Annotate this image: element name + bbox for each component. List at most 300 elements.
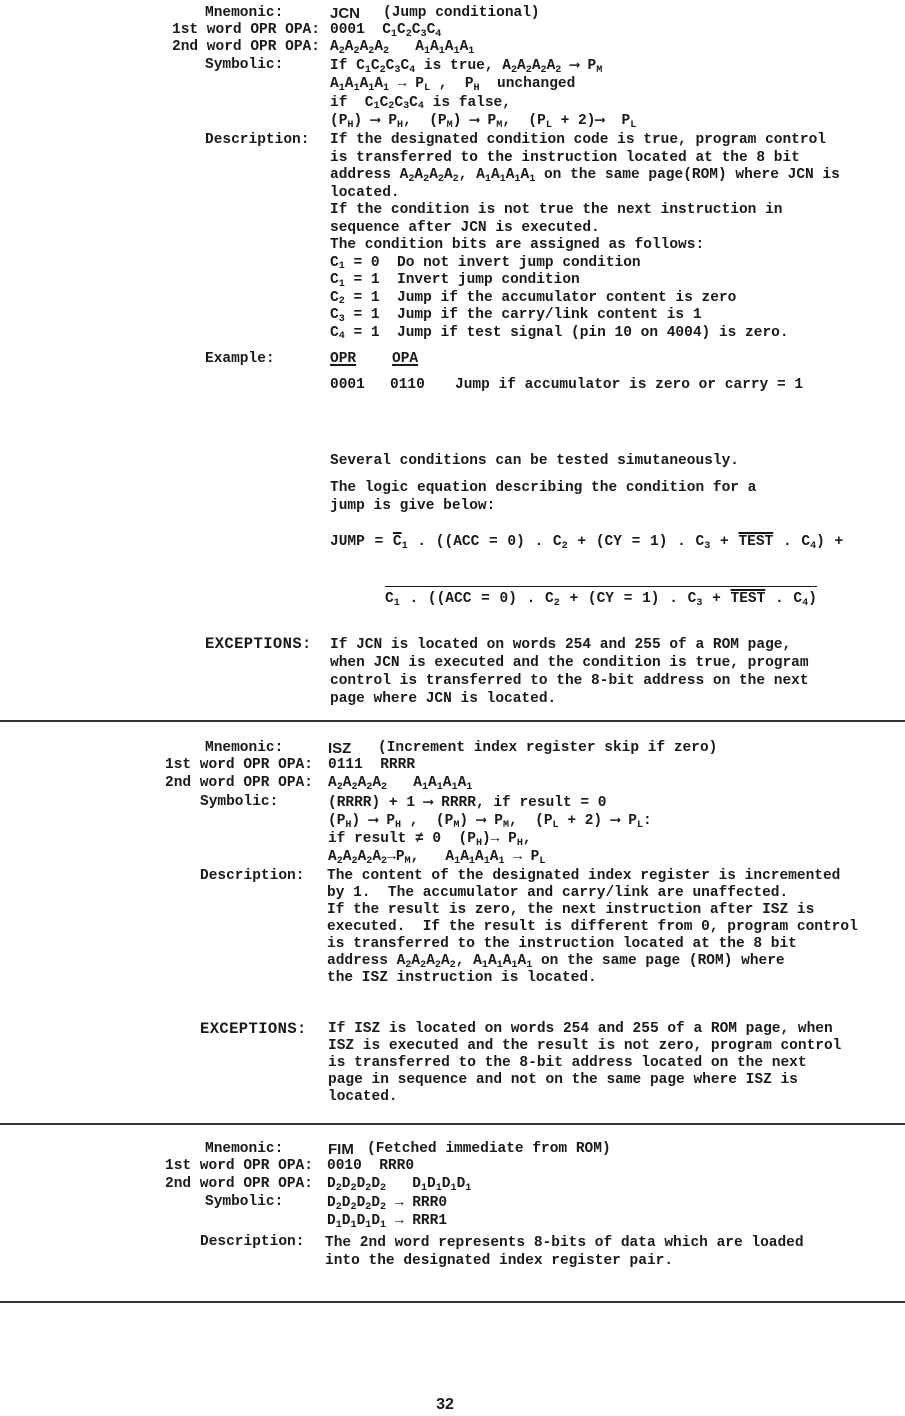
page-number: 32 [436, 1396, 454, 1413]
text-run: , (P [509, 813, 553, 829]
symbolic-lines [328, 794, 652, 866]
subscript: 1 [373, 101, 380, 113]
text-line: The 2nd word represents 8-bits of data which are loaded [325, 1235, 804, 1251]
text-line: located. [330, 184, 400, 201]
subscript: 2 [335, 1201, 342, 1213]
text-run: A [357, 849, 367, 865]
subscript: 1 [468, 855, 475, 867]
text-run: = 1 Jump if the accumulator content is zero [344, 289, 737, 306]
text-run: A [359, 76, 369, 93]
description-label: Description: [205, 132, 310, 148]
subscript: 1 [350, 1219, 357, 1231]
subscript: 2 [388, 101, 395, 113]
subscript: L [539, 855, 546, 867]
subscript: 1 [436, 781, 443, 793]
text-run: A [389, 39, 424, 55]
text-run: . C [765, 591, 803, 607]
text-run: ⟶ P [561, 58, 597, 74]
text-run: A [374, 39, 384, 55]
text-line: by 1. The accumulator and carry/link are unaffected. [327, 885, 789, 901]
text-run: D [386, 1176, 421, 1192]
subscript: 2 [351, 855, 358, 867]
subscript: 1 [393, 597, 400, 609]
text-line: executed. If the result is different from 0, program control [327, 919, 858, 935]
section-divider [0, 720, 905, 722]
subscript: 1 [450, 1182, 457, 1194]
text-run: → P [504, 849, 540, 865]
text-run: on the same page(ROM) where JCN is [535, 167, 840, 183]
text-run: D [356, 1195, 366, 1211]
subscript: 1 [514, 173, 521, 185]
subscript: H [345, 819, 352, 831]
text-line: ISZ is executed and the result is not zero, program control [328, 1038, 842, 1054]
text-line [328, 830, 652, 848]
text-run: A [342, 849, 352, 865]
mnemonic-label: Mnemonic: [205, 1141, 284, 1157]
subscript: L [552, 819, 559, 831]
text-run: A [328, 775, 337, 791]
text-run: A [490, 167, 500, 183]
subscript: 2 [510, 64, 518, 76]
mnemonic-code: ISZ [328, 740, 352, 757]
text-run: → RRR1 [386, 1213, 448, 1229]
text-run: C [330, 324, 339, 341]
text-run: A [442, 775, 452, 791]
subscript: 1 [468, 45, 475, 57]
text-run: , (P [403, 112, 447, 129]
text-run: (RRRR) + 1 ⟶ RRRR, if result = 0 [328, 795, 607, 811]
overlined-term: TEST [738, 534, 774, 550]
subscript: 3 [394, 64, 401, 76]
example-opr-header: OPR [330, 351, 357, 367]
text-line [330, 290, 840, 308]
subscript: M [596, 64, 603, 76]
subscript: 2 [350, 1201, 357, 1213]
subscript: 2 [540, 64, 547, 76]
subscript: 1 [365, 1219, 372, 1231]
text-run: D [371, 1176, 381, 1192]
subscript: 3 [704, 540, 711, 552]
subscript: M [502, 819, 510, 831]
text-line: is transferred to the instruction located at the 8 bit [327, 936, 797, 952]
subscript: 1 [453, 45, 460, 57]
text-run: A [531, 58, 541, 74]
subscript: H [397, 119, 404, 131]
text-run: A [517, 58, 526, 74]
subscript: 4 [409, 64, 416, 76]
subscript: 1 [383, 83, 390, 95]
subscript: 1 [526, 959, 533, 971]
text-run: JUMP = [330, 534, 393, 550]
text-line: located. [328, 1089, 398, 1105]
text-line: page where JCN is located. [330, 691, 557, 707]
subscript: 2 [338, 45, 345, 57]
subscript: 1 [438, 45, 445, 57]
text-run: A [426, 953, 435, 969]
text-run: C [411, 22, 421, 38]
text-run: A [330, 39, 339, 55]
example-opa-value: 0110 [390, 377, 425, 393]
text-line: The logic equation describing the condition for a [330, 480, 757, 496]
text-line: is transferred to the instruction located at the 8 bit [330, 149, 800, 166]
text-run: C [330, 272, 339, 288]
second-word-value [327, 1176, 471, 1194]
negated-group [385, 586, 817, 607]
text-run: . ((ACC = 0) . C [407, 534, 562, 550]
second-word-value [328, 775, 472, 793]
mnemonic-name: (Jump conditional) [383, 5, 540, 21]
text-run: A [330, 76, 339, 93]
text-run: C [385, 591, 394, 607]
symbolic-lines [327, 1194, 447, 1230]
text-run: D [441, 1176, 451, 1192]
text-run: A [520, 167, 530, 183]
text-run: ) [808, 591, 817, 607]
text-line [327, 1194, 447, 1212]
text-line: sequence after JCN is executed. [330, 219, 600, 236]
overlined-term: TEST [730, 591, 766, 607]
subscript: 1 [499, 173, 506, 185]
text-run: D [341, 1195, 351, 1211]
subscript: 1 [481, 959, 488, 971]
text-run: C [330, 307, 339, 323]
text-run: →P [387, 849, 405, 865]
subscript: 2 [336, 855, 343, 867]
text-run: If C [330, 58, 365, 74]
subscript: 2 [383, 45, 390, 57]
subscript: 2 [365, 1201, 372, 1213]
example-label: Example: [205, 351, 275, 367]
subscript: 1 [423, 45, 431, 57]
description-label: Description: [200, 868, 305, 884]
text-line [327, 1212, 447, 1230]
text-run: address A [327, 953, 406, 969]
subscript: 1 [338, 278, 345, 290]
subscript: 1 [496, 959, 503, 971]
text-line: If the designated condition code is true, program control [330, 132, 826, 148]
text-run: = 1 Invert jump condition [344, 272, 580, 288]
subscript: 2 [553, 597, 560, 609]
section-divider [0, 1301, 905, 1303]
simultaneous-text: Several conditions can be tested simutaneously. [330, 453, 739, 469]
subscript: 2 [353, 45, 360, 57]
subscript: 1 [498, 855, 505, 867]
text-run: + 2)⟶ P [551, 112, 631, 129]
subscript: 2 [351, 781, 358, 793]
subscript: 1 [451, 781, 458, 793]
subscript: 1 [483, 855, 490, 867]
second-word-label: 2nd word OPR OPA: [165, 775, 313, 791]
subscript: 1 [364, 64, 371, 76]
text-run: C [385, 58, 395, 74]
subscript: 2 [405, 28, 412, 40]
subscript: 1 [420, 1182, 428, 1194]
mnemonic-name: (Increment index register skip if zero) [378, 740, 718, 756]
subscript: 3 [338, 313, 345, 325]
text-line [330, 94, 636, 112]
subscript: 2 [420, 959, 427, 971]
text-run: . ((ACC = 0) . C [399, 591, 554, 607]
example-opa-header: OPA [392, 351, 419, 367]
exceptions-label: EXCEPTIONS: [205, 635, 312, 653]
text-run: ) ⟶ P [452, 112, 497, 129]
text-run: 0010 RRR0 [327, 1158, 415, 1174]
subscript: 1 [465, 1182, 472, 1194]
text-run: + [710, 534, 739, 550]
text-line [327, 953, 858, 970]
text-run: D [341, 1176, 351, 1192]
exceptions-lines [328, 1021, 841, 1106]
text-run: A [487, 953, 497, 969]
text-run: D [341, 1213, 351, 1229]
text-run: , (P [502, 112, 546, 129]
subscript: H [516, 837, 523, 849]
text-run: : [643, 813, 652, 829]
subscript: 2 [335, 1182, 342, 1194]
second-word-label: 2nd word OPR OPA: [172, 39, 320, 55]
subscript: 2 [381, 781, 388, 793]
text-run: D [327, 1213, 336, 1229]
text-run: C [397, 22, 406, 38]
mnemonic-label: Mnemonic: [205, 740, 284, 756]
jump-equation-continuation [385, 591, 817, 609]
subscript: 2 [366, 781, 373, 793]
subscript: H [473, 83, 480, 95]
subscript: 2 [379, 64, 386, 76]
symbolic-label: Symbolic: [205, 57, 284, 73]
mnemonic-code: FIM [328, 1141, 354, 1158]
text-line [330, 272, 840, 290]
subscript: 1 [338, 261, 345, 273]
description-lines [330, 132, 840, 342]
text-run: , (P [401, 813, 454, 829]
text-run: 0111 RRRR [328, 757, 416, 773]
text-line [330, 255, 840, 273]
subscript: 1 [421, 781, 429, 793]
subscript: 1 [335, 1219, 342, 1231]
subscript: 2 [365, 1182, 372, 1194]
subscript: H [475, 837, 483, 849]
text-run: A [457, 775, 467, 791]
subscript: 1 [435, 1182, 442, 1194]
text-run: ) ⟶ P [353, 112, 398, 129]
first-word-value [327, 1158, 414, 1176]
text-run: A [428, 775, 437, 791]
exceptions-lines [330, 636, 809, 708]
mnemonic-label: Mnemonic: [205, 5, 284, 21]
text-run: A [387, 775, 422, 791]
text-run: A [359, 39, 369, 55]
text-run: = 1 Jump if the carry/link content is 1 [344, 307, 702, 323]
second-word-label: 2nd word OPR OPA: [165, 1176, 313, 1192]
text-run: , A [455, 953, 482, 969]
text-run: A [328, 849, 337, 865]
text-line: when JCN is executed and the condition is true, program [330, 655, 809, 671]
subscript: 1 [353, 83, 360, 95]
text-run: + [702, 591, 731, 607]
text-run: (P [328, 813, 346, 829]
text-run: A [372, 775, 382, 791]
text-run: unchanged [479, 76, 576, 93]
text-run: D [356, 1213, 366, 1229]
subscript: 2 [434, 959, 441, 971]
text-run: A [429, 167, 438, 183]
text-run: → RRR0 [386, 1195, 448, 1211]
subscript: 2 [380, 1182, 387, 1194]
subscript: 2 [408, 173, 415, 185]
text-line: the ISZ instruction is located. [327, 970, 597, 986]
text-run: C [379, 94, 389, 111]
text-run: address A [330, 167, 409, 183]
logic-note-lines [330, 480, 756, 515]
text-run: A [372, 849, 382, 865]
subscript: 2 [350, 1182, 357, 1194]
subscript: M [496, 119, 503, 131]
subscript: 2 [338, 296, 345, 308]
example-note: Jump if accumulator is zero or carry = 1 [455, 377, 804, 393]
text-run: if result ≠ 0 (P [328, 831, 476, 847]
text-run: 0001 C [330, 22, 391, 38]
text-line: page in sequence and not on the same page where ISZ is [328, 1072, 798, 1088]
subscript: 1 [466, 781, 473, 793]
subscript: 1 [390, 28, 397, 40]
subscript: 4 [810, 540, 817, 552]
symbolic-label: Symbolic: [205, 1194, 284, 1210]
text-run: C [370, 58, 380, 74]
subscript: 2 [380, 1201, 387, 1213]
subscript: 3 [420, 28, 427, 40]
text-line: The condition bits are assigned as follows: [330, 237, 705, 253]
subscript: 4 [338, 331, 345, 343]
subscript: 2 [336, 781, 343, 793]
text-run: A [374, 76, 384, 93]
first-word-label: 1st word OPR OPA: [165, 757, 313, 773]
text-run: )→ P [482, 831, 517, 847]
text-run: → P [389, 76, 424, 93]
text-line [330, 112, 636, 130]
subscript: 3 [696, 597, 703, 609]
text-run: A [517, 953, 527, 969]
text-run: C [330, 289, 339, 306]
subscript: 2 [366, 855, 373, 867]
text-run: A [344, 39, 354, 55]
text-run: ) ⟶ P [351, 813, 396, 829]
text-run: A [546, 58, 556, 74]
text-run: C [426, 22, 436, 38]
subscript: L [545, 119, 552, 131]
text-line: If ISZ is located on words 254 and 255 of a ROM page, when [328, 1021, 833, 1037]
text-run: is true, A [415, 58, 511, 74]
text-run: A [502, 953, 512, 969]
text-run: A [460, 849, 469, 865]
text-run: D [356, 1176, 366, 1192]
text-run: A [459, 39, 469, 55]
text-run: A [342, 775, 352, 791]
symbolic-lines [330, 57, 636, 130]
subscript: L [423, 83, 431, 95]
text-run: D [327, 1176, 336, 1192]
subscript: 2 [525, 64, 532, 76]
text-run: D [371, 1213, 381, 1229]
description-lines [325, 1234, 804, 1270]
subscript: 1 [484, 173, 491, 185]
text-run: , A [410, 849, 455, 865]
text-run: if C [330, 94, 374, 111]
subscript: 1 [368, 83, 375, 95]
text-run: + (CY = 1) . C [567, 534, 705, 550]
text-run: C [394, 94, 404, 111]
text-run: A [357, 775, 367, 791]
subscript: 4 [802, 597, 809, 609]
text-line: jump is give below: [330, 497, 496, 514]
subscript: 2 [381, 855, 388, 867]
description-lines [327, 868, 858, 987]
text-line: control is transferred to the 8-bit address on the next [330, 673, 809, 689]
text-run: is false, [423, 94, 511, 111]
text-run: A [505, 167, 515, 183]
first-word-value [330, 22, 441, 40]
first-word-label: 1st word OPR OPA: [165, 1158, 313, 1174]
overlined-term: $\overline{C}$ [392, 534, 402, 550]
subscript: 3 [403, 101, 410, 113]
subscript: 1 [511, 959, 518, 971]
text-run: A [440, 953, 450, 969]
description-label: Description: [200, 1234, 305, 1250]
subscript: M [453, 819, 460, 831]
text-line [328, 848, 652, 866]
text-run: A [430, 39, 439, 55]
text-run: A [443, 167, 453, 183]
text-line [330, 325, 840, 343]
text-run: (P [330, 112, 348, 129]
text-run: A [489, 849, 499, 865]
text-line [328, 812, 652, 830]
text-run: D [427, 1176, 436, 1192]
subscript: 1 [401, 540, 408, 552]
text-line: into the designated index register pair. [325, 1253, 674, 1269]
subscript: 2 [561, 540, 568, 552]
text-run: + (CY = 1) . C [559, 591, 697, 607]
text-run: A [344, 76, 354, 93]
text-line [330, 307, 840, 325]
subscript: 4 [417, 101, 424, 113]
text-line: is transferred to the 8-bit address located on the next [328, 1055, 807, 1071]
text-run: D [456, 1176, 466, 1192]
subscript: 1 [529, 173, 536, 185]
example-opr-value: 0001 [330, 377, 365, 393]
text-run: , P [430, 76, 474, 93]
exceptions-label: EXCEPTIONS: [200, 1020, 307, 1038]
subscript: 2 [555, 64, 562, 76]
text-run: = 0 Do not invert jump condition [344, 254, 641, 271]
text-run: A [414, 167, 424, 183]
jump-equation-expression [330, 534, 843, 552]
subscript: 1 [454, 855, 461, 867]
text-line: The content of the designated index register is incremented [327, 868, 841, 884]
mnemonic-code: JCN [330, 5, 361, 22]
mnemonic-name: (Fetched immediate from ROM) [367, 1141, 611, 1157]
text-run: . C [773, 534, 811, 550]
text-run: C [409, 94, 418, 111]
text-run: ) + [816, 534, 844, 550]
text-run: D [371, 1195, 381, 1211]
text-run: A [444, 39, 454, 55]
subscript: 2 [405, 959, 412, 971]
subscript: 2 [423, 173, 430, 185]
section-divider [0, 1123, 905, 1125]
subscript: 2 [437, 173, 444, 185]
text-run: on the same page (ROM) where [532, 953, 785, 969]
